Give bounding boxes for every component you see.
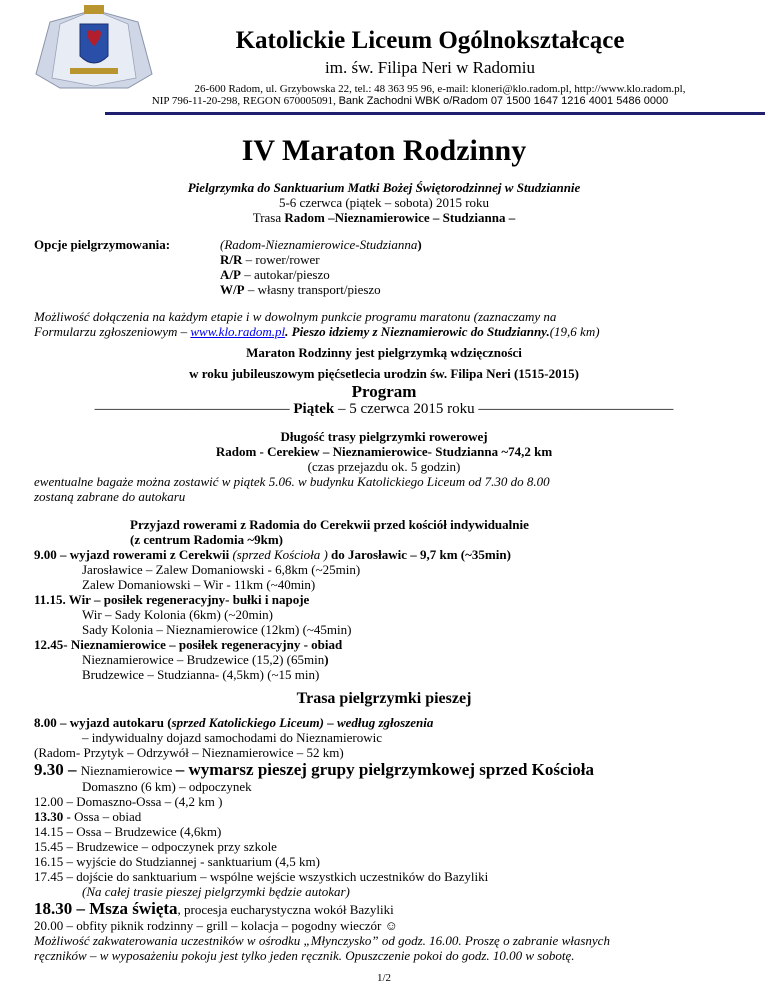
luggage-note-2: zostaną zabrane do autokaru (34, 489, 186, 504)
options-route: (Radom-Nieznamierowice-Studzianna) (220, 237, 422, 252)
bike-stop: 12.45- Nieznamierowice – posiłek regeneracyjny - obiad (34, 637, 343, 652)
page-title: IV Maraton Rodzinny (241, 134, 527, 167)
bus-note: – indywidualny dojazd samochodami do Nieznamierowic (82, 730, 383, 745)
bike-segment: Nieznamierowice – Brudzewice (15,2) (65min) (82, 652, 329, 667)
walk-step: 14.15 – Ossa – Brudzewice (4,6km) (34, 824, 222, 839)
bike-segment: Jarosławice – Zalew Domaniowski - 6,8km (~25min) (82, 562, 361, 577)
walk-start: 9.30 – Nieznamierowice – wymarsz pieszej grupy pielgrzymkowej sprzed Kościoła (34, 760, 595, 779)
crown-icon (84, 5, 104, 14)
bus-departure: 8.00 – wyjazd autokaru (sprzed Katolickiego Liceum) – według zgłoszenia (34, 715, 434, 730)
website-link[interactable]: www.klo.radom.pl (190, 324, 286, 339)
pilgrimage-dates: 5-6 czerwca (piątek – sobota) 2015 roku (278, 195, 490, 210)
school-address: 26-600 Radom, ul. Grzybowska 22, tel.: 48 363 95 96, e-mail: kloneri@klo.radom.pl, http://www.klo.radom.pl, (194, 83, 686, 95)
bike-segment: Sady Kolonia – Nieznamierowice (12km) (~45min) (82, 622, 352, 637)
picnic-line: 20.00 – obfity piknik rodzinny – grill – kolacja – pogodny wieczór ☺ (34, 918, 398, 933)
note-line-2: Formularzu zgłoszeniowym – www.klo.radom.pl. Pieszo idziemy z Nieznamierowic do Studzianny.(19,6 km) (34, 324, 600, 339)
luggage-note-1: ewentualne bagaże można zostawić w piątek 5.06. w budynku Katolickiego Liceum od 7.30 do 8.00 (34, 474, 550, 489)
bus-route: (Radom- Przytyk – Odrzywół – Nieznamierowice – 52 km) (34, 745, 344, 760)
bike-stop: 11.15. Wir – posiłek regeneracyjny- bułki i napoje (34, 592, 310, 607)
school-name: Katolickie Liceum Ogólnokształcące (235, 27, 625, 54)
accommodation-line-1: Możliwość zakwaterowania uczestników w ośrodku „Młynczysko” od godz. 16.00. Proszę o zabranie własnych (34, 933, 610, 948)
school-registration (60, 95, 760, 108)
bike-segment: Brudzewice – Studzianna- (4,5km) (~15 min) (82, 667, 320, 682)
note-line-1: Możliwość dołączenia na każdym etapie i w dowolnym punkcie programu maratonu (zaznaczamy na (34, 309, 557, 324)
option-rr: R/R – rower/rower (220, 252, 320, 267)
option-ap: A/P – autokar/pieszo (220, 267, 330, 282)
header-rule (105, 112, 765, 115)
program-day-heading: ————————————— Piątek – 5 czerwca 2015 roku ————————————— (94, 401, 674, 417)
walk-step: 17.45 – dojście do sanktuarium – wspólne wejście wszystkich uczestników do Bazyliki (34, 869, 489, 884)
mass-line: 18.30 – Msza święta, procesja eucharystyczna wokół Bazyliki (34, 899, 394, 918)
walk-step: 13.30 - Ossa – obiad (34, 809, 142, 824)
bank-account: Bank Zachodni WBK o/Radom 07 1500 1647 1216 4001 5486 0000 (338, 95, 669, 107)
program-heading: Program (351, 382, 417, 401)
motto-ribbon (70, 68, 118, 74)
walk-bus-note: (Na całej trasie pieszej pielgrzymki będzie autokar) (82, 884, 350, 899)
walk-step: 16.15 – wyjście do Studziannej - sanktuarium (4,5 km) (34, 854, 320, 869)
pilgrimage-title: Pielgrzymka do Sanktuarium Matki Bożej Świętorodzinnej w Studziannie (187, 180, 581, 195)
bike-route-distance: Radom - Cerekiew – Nieznamierowice- Studzianna ~74,2 km (215, 444, 553, 459)
arrival-line-1: Przyjazd rowerami z Radomia do Cerekwii przed kościół indywidualnie (130, 517, 529, 532)
accommodation-line-2: ręczników – w wyposażeniu pokoju jest tylko jeden ręcznik. Opuszczenie pokoi do godz. 10.00 w sobotę. (34, 948, 575, 963)
bike-route-title: Długość trasy pielgrzymki rowerowej (280, 429, 488, 444)
school-crest-logo (30, 4, 158, 90)
bike-departure: 9.00 – wyjazd rowerami z Cerekwii (sprzed Kościoła ) do Jarosławic – 9,7 km (~35min) (34, 547, 511, 562)
bike-segment: Zalew Domaniowski – Wir - 11km (~40min) (82, 577, 316, 592)
gratitude-line-2: w roku jubileuszowym pięćsetlecia urodzin św. Filipa Neri (1515-2015) (189, 366, 579, 381)
walk-heading: Trasa pielgrzymki pieszej (296, 690, 472, 707)
walk-step: Domaszno (6 km) – odpoczynek (82, 779, 252, 794)
arrival-line-2: (z centrum Radomia ~9km) (130, 532, 283, 547)
page-number: 1/2 (376, 972, 392, 984)
pilgrimage-route: Trasa Radom –Nieznamierowice – Studzianna – (252, 210, 516, 225)
nip-regon: NIP 796-11-20-298, REGON 670005091, (151, 95, 336, 107)
bike-route-time: (czas przejazdu ok. 5 godzin) (307, 459, 461, 474)
walk-step: 15.45 – Brudzewice – odpoczynek przy szkole (34, 839, 277, 854)
school-subtitle: im. św. Filipa Neri w Radomiu (325, 58, 535, 77)
options-label: Opcje pielgrzymowania: (34, 237, 171, 252)
walk-step: 12.00 – Domaszno-Ossa – (4,2 km ) (34, 794, 223, 809)
bike-segment: Wir – Sady Kolonia (6km) (~20min) (82, 607, 274, 622)
option-wp: W/P – własny transport/pieszo (220, 282, 381, 297)
gratitude-line-1: Maraton Rodzinny jest pielgrzymką wdzięczności (246, 345, 522, 360)
